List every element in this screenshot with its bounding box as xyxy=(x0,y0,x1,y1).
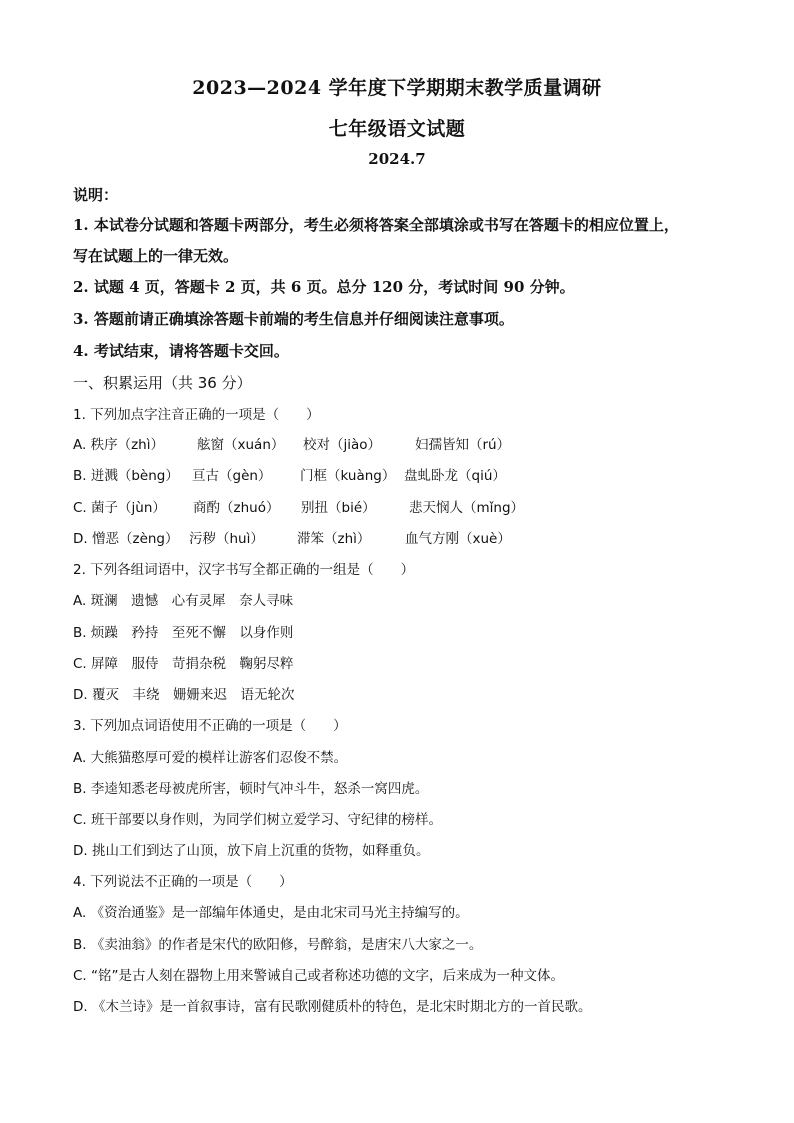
q4-option-a: A. 《资治通鉴》是一部编年体通史，是由北宋司马光主持编写的。 xyxy=(73,905,469,921)
note-item-4: 4. 考试结束，请将答题卡交回。 xyxy=(73,342,289,360)
page-title: 2023—2024 学年度下学期期末教学质量调研 xyxy=(192,77,602,99)
notes-label: 说明： xyxy=(73,186,119,204)
note-item-2: 2. 试题 4 页，答题卡 2 页，共 6 页。总分 120 分，考试时间 90 分钟。 xyxy=(73,278,575,296)
q3-option-c: C. 班干部要以身作则，为同学们树立爱学习、守纪律的榜样。 xyxy=(73,812,443,828)
note-item-3: 3. 答题前请正确填涂答题卡前端的考生信息并仔细阅读注意事项。 xyxy=(73,310,514,328)
q2-option-c: C. 屏障 服侍 苛捐杂税 鞠躬尽粹 xyxy=(73,656,294,672)
section-heading: 一、积累运用（共 36 分） xyxy=(73,374,252,392)
q1-option-a: A. 秩序（zhì） 舷窗（xuán） 校对（jiào） 妇孺皆知（rú） xyxy=(73,437,511,453)
q4-option-b: B. 《卖油翁》的作者是宋代的欧阳修，号醉翁，是唐宋八大家之一。 xyxy=(73,937,483,953)
q1-option-c: C. 菌子（jùn） 商酌（zhuó） 别扭（bié） 悲天悯人（mǐng） xyxy=(73,500,525,516)
question-4-stem: 4. 下列说法不正确的一项是（ ） xyxy=(73,874,293,890)
q4-option-c: C. “铭”是古人刻在器物上用来警诫自己或者称述功德的文字，后来成为一种文体。 xyxy=(73,968,564,984)
q3-option-a: A. 大熊猫憨厚可爱的模样让游客们忍俊不禁。 xyxy=(73,750,348,766)
q1-option-d: D. 憎恶（zèng） 污秽（huì） 滞笨（zhì） 血气方刚（xuè） xyxy=(73,531,511,547)
q2-option-d: D. 覆灭 丰绕 姗姗来迟 语无轮次 xyxy=(73,687,295,703)
question-3-stem: 3. 下列加点词语使用不正确的一项是（ ） xyxy=(73,718,347,734)
note-item-1: 1. 本试卷分试题和答题卡两部分，考生必须将答案全部填涂或书写在答题卡的相应位置上， xyxy=(73,216,679,234)
q4-option-d: D. 《木兰诗》是一首叙事诗，富有民歌刚健质朴的特色，是北宋时期北方的一首民歌。 xyxy=(73,999,592,1015)
q1-option-b: B. 迸溅（bèng） 亘古（gèn） 门框（kuàng） 盘虬卧龙（qiú） xyxy=(73,468,506,484)
question-2-stem: 2. 下列各组词语中，汉字书写全都正确的一组是（ ） xyxy=(73,562,415,578)
q2-option-b: B. 烦躁 矜持 至死不懈 以身作则 xyxy=(73,625,294,641)
exam-date: 2024.7 xyxy=(368,150,426,168)
note-item-1-cont: 写在试题上的一律无效。 xyxy=(73,247,239,265)
q3-option-d: D. 挑山工们到达了山顶，放下肩上沉重的货物，如释重负。 xyxy=(73,843,430,859)
q3-option-b: B. 李逵知悉老母被虎所害，顿时气冲斗牛，怒杀一窝四虎。 xyxy=(73,781,429,797)
page-subtitle: 七年级语文试题 xyxy=(328,118,466,140)
q2-option-a: A. 斑澜 遗憾 心有灵犀 奈人寻味 xyxy=(73,593,294,609)
question-1-stem: 1. 下列加点字注音正确的一项是（ ） xyxy=(73,407,320,423)
